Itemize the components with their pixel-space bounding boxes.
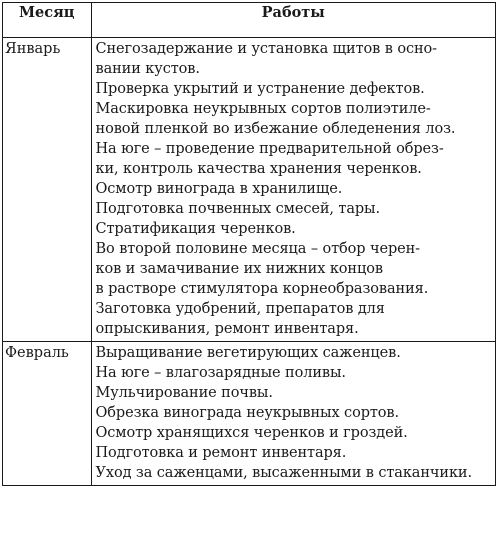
work-line: На юге – проведение предварительной обрез- — [95, 141, 444, 157]
works-cell — [91, 38, 496, 342]
work-line: Стратификация черенков. — [95, 221, 296, 237]
work-line: Снегозадержание и установка щитов в осно- — [95, 41, 437, 57]
header-month: Месяц — [3, 3, 92, 38]
work-line: новой пленкой во избежание обледенения лоз. — [95, 121, 456, 137]
header-works: Работы — [91, 3, 496, 38]
table-row-february — [3, 342, 496, 486]
work-line: ки, контроль качества хранения черенков. — [95, 161, 422, 177]
work-line: Осмотр винограда в хранилище. — [95, 181, 343, 197]
work-line: в растворе стимулятора корнеобразования. — [95, 281, 429, 297]
works-cell — [91, 342, 496, 486]
work-line: Подготовка почвенных смесей, тары. — [95, 201, 381, 217]
table-row-january — [3, 38, 496, 342]
work-line: На юге – влагозарядные поливы. — [95, 365, 346, 381]
work-line: Подготовка и ремонт инвентаря. — [95, 445, 347, 461]
table-header-row — [3, 3, 496, 38]
monthly-works-table — [2, 2, 496, 486]
work-line: Во второй половине месяца – отбор черен- — [95, 241, 420, 257]
work-line: ков и замачивание их нижних концов — [95, 261, 383, 277]
work-line: Мульчирование почвы. — [95, 385, 273, 401]
work-line: вании кустов. — [95, 61, 200, 77]
work-line: опрыскивания, ремонт инвентаря. — [95, 321, 359, 337]
month-cell: Февраль — [3, 342, 92, 486]
work-line: Обрезка винограда неукрывных сортов. — [95, 405, 400, 421]
month-cell: Январь — [3, 38, 92, 342]
work-line: Уход за саженцами, высаженными в стаканчики. — [95, 465, 472, 481]
work-line: Проверка укрытий и устранение дефектов. — [95, 81, 425, 97]
work-line: Осмотр хранящихся черенков и гроздей. — [95, 425, 408, 441]
work-line: Заготовка удобрений, препаратов для — [95, 301, 385, 317]
work-line: Маскировка неукрывных сортов полиэтиле- — [95, 101, 431, 117]
work-line: Выращивание вегетирующих саженцев. — [95, 345, 401, 361]
